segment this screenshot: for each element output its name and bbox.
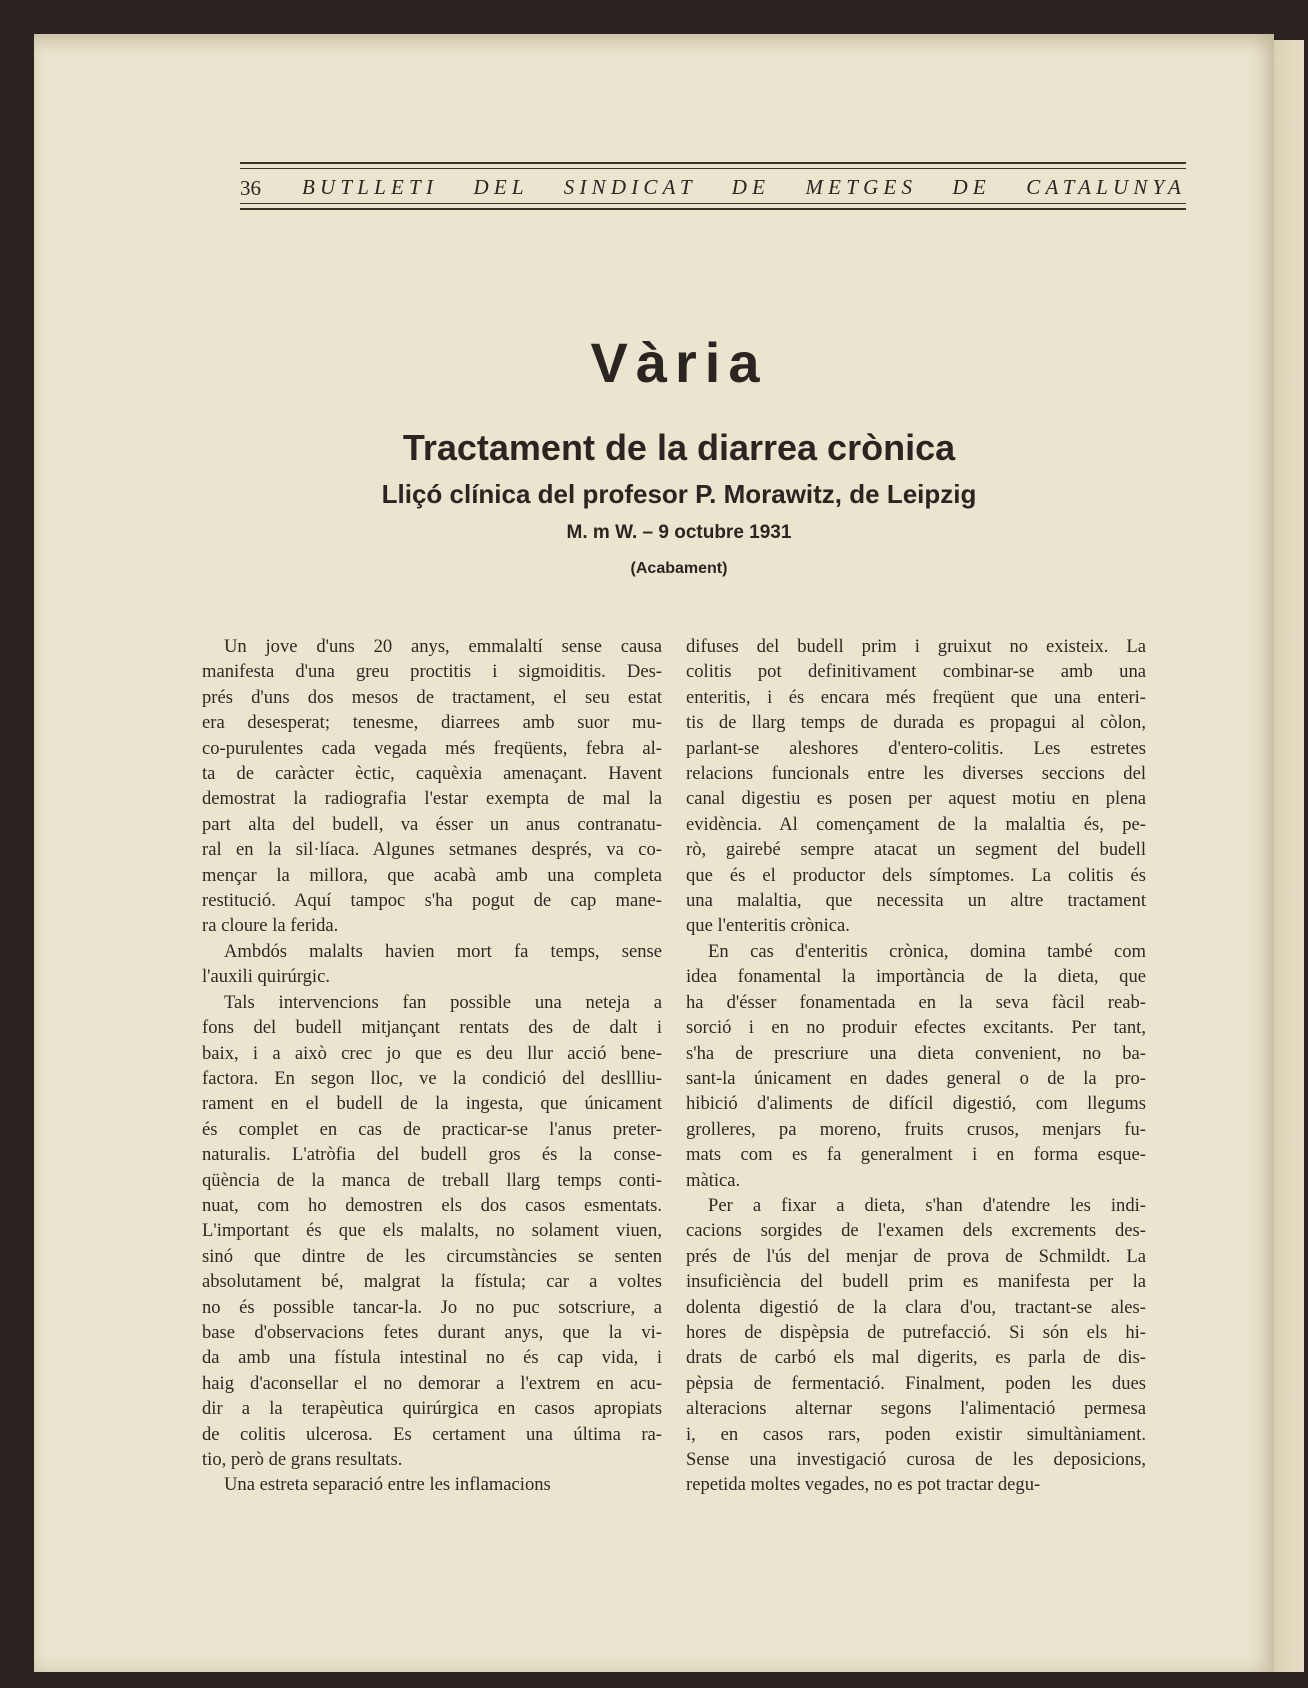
paragraph: [202, 1472, 662, 1497]
text-line: pèpsia de fermentació. Finalment, poden les dues: [686, 1372, 1146, 1394]
text-line: part alta del budell, va ésser un anus contranatu-: [202, 813, 662, 835]
text-line: da amb una fístula intestinal no és cap vida, i: [202, 1347, 662, 1369]
text-line: mats com es fa generalment i en forma esque-: [686, 1144, 1146, 1166]
paragraph: [202, 990, 662, 1473]
text-line: era desesperat; tenesme, diarrees amb suor mu-: [202, 712, 662, 734]
header-rule-bottom: [240, 208, 1186, 210]
text-line: factora. En segon lloc, ve la condició del desllliu-: [202, 1067, 662, 1089]
text-line: de colitis ulcerosa. Es certament una última ra-: [202, 1423, 662, 1445]
text-line: demostrat la radiografia l'estar exempta de mal la: [202, 788, 662, 810]
text-line: nuat, com ho demostren els dos casos esmentats.: [202, 1194, 662, 1216]
header-rule-top: [240, 162, 1186, 164]
text-line: una malaltia, que necessita un altre tractament: [686, 890, 1146, 912]
text-line: Un jove d'uns 20 anys, emmalaltí sense causa: [224, 636, 662, 657]
paragraph: [686, 939, 1146, 1193]
text-line: tis de llarg temps de durada es propagui al còlon,: [686, 712, 1146, 734]
text-line: insuficiència del budell prim es manifesta per la: [686, 1271, 1146, 1293]
text-line: drats de carbó els mal digerits, es parla de dis-: [686, 1347, 1146, 1369]
text-line: màtica.: [686, 1169, 741, 1191]
text-line: ra cloure la ferida.: [202, 915, 339, 937]
text-line: sinó que dintre de les circumstàncies se senten: [202, 1245, 662, 1267]
article-title: Tractament de la diarrea crònica: [402, 427, 956, 468]
text-line: enteritis, i és encara més freqüent que una enteri-: [686, 686, 1146, 708]
text-line: ral en la sil·líaca. Algunes setmanes després, va co-: [202, 839, 662, 861]
text-line: no és possible tancar-la. Jo no puc sotscriure, a: [202, 1296, 662, 1318]
text-line: idea fonamental la importància de la dieta, que: [686, 966, 1146, 988]
section-title: Vària: [590, 331, 768, 394]
text-line: que l'enteritis crònica.: [686, 915, 850, 937]
text-line: manifesta d'una greu proctitis i sigmoiditis. Des-: [202, 661, 662, 683]
text-line: colitis pot definitivament combinar-se amb una: [686, 661, 1146, 683]
text-line: co-purulentes cada vegada més freqüents, febra al-: [202, 737, 662, 759]
text-line: hores de dispèpsia de putrefacció. Si són els hi-: [686, 1321, 1146, 1343]
text-line: prés d'uns dos mesos de tractament, el seu estat: [202, 686, 662, 708]
text-line: dolenta digestió de la clara d'ou, tractant-se ales-: [686, 1296, 1146, 1318]
right-column: [686, 634, 1146, 1498]
text-line: evidència. Al començament de la malaltia és, pe-: [686, 813, 1146, 835]
text-line: base d'observacions fetes durant anys, que la vi-: [202, 1321, 662, 1343]
text-line: mençar la millora, que acabà amb una completa: [202, 864, 662, 886]
text-line: cacions sorgides de l'examen dels excrements des-: [686, 1220, 1146, 1242]
text-line: haig d'aconsellar el no demorar a l'extrem en acu-: [202, 1372, 662, 1394]
running-header: [240, 158, 1186, 216]
text-line: alteracions alternar segons l'alimentació permesa: [686, 1398, 1146, 1420]
text-line: rament en el budell de la ingesta, que únicament: [202, 1093, 662, 1115]
text-line: naturalis. L'atròfia del budell gros és la conse-: [202, 1144, 662, 1166]
paragraph: [686, 1193, 1146, 1498]
text-line: és complet en cas de practicar-se l'anus preter-: [202, 1118, 662, 1140]
text-line: difuses del budell prim i gruixut no existeix. La: [686, 636, 1146, 657]
text-line: repetida moltes vegades, no es pot tractar degu-: [686, 1474, 1041, 1496]
title-block: [206, 330, 1152, 578]
text-line: Una estreta separació entre les inflamacions: [224, 1474, 551, 1496]
text-line: rò, gairebé sempre atacat un segment del budell: [686, 839, 1146, 861]
text-line: Ambdós malalts havien mort fa temps, sense: [224, 940, 662, 962]
text-line: prés de l'ús del menjar de prova de Schmildt. La: [686, 1245, 1146, 1267]
paragraph: [202, 634, 662, 939]
text-line: Tals intervencions fan possible una neteja a: [224, 991, 662, 1013]
text-line: hibició d'aliments de difícil digestió, com llegums: [686, 1093, 1146, 1115]
paragraph: [686, 634, 1146, 939]
page-number: 36: [240, 176, 261, 200]
text-line: l'auxili quirúrgic.: [202, 966, 330, 988]
text-line: baix, i a això crec jo que es deu llur acció bene-: [202, 1042, 662, 1064]
text-line: sorció i en no produir efectes excitants. Per tant,: [686, 1017, 1146, 1039]
text-line: Per a fixar a dieta, s'han d'atendre les indi-: [708, 1194, 1146, 1216]
text-line: s'ha de prescriure una dieta convenient, no ba-: [686, 1042, 1146, 1064]
paragraph: [202, 939, 662, 990]
text-line: ha d'ésser fonamentada en la seva fàcil reab-: [686, 991, 1146, 1013]
next-page-edge: [1274, 40, 1304, 1672]
text-line: relacions funcionals entre les diverses seccions del: [686, 763, 1146, 785]
text-line: canal digestiu es posen per aquest motiu en plena: [686, 788, 1146, 810]
header-rule-top-thin: [240, 168, 1186, 169]
left-column: [202, 634, 662, 1498]
text-line: grolleres, pa moreno, fruits crusos, menjars fu-: [686, 1118, 1146, 1140]
text-line: tio, però de grans resultats.: [202, 1449, 403, 1470]
text-line: Sense una investigació curosa de les deposicions,: [686, 1449, 1146, 1470]
text-line: L'important és que els malalts, no solament viuen,: [202, 1220, 662, 1242]
text-line: fons del budell mitjançant rentats des de dalt i: [202, 1017, 662, 1039]
text-line: restitució. Aquí tampoc s'ha pogut de cap mane-: [202, 890, 662, 912]
text-line: sant-la únicament en dades general o de la pro-: [686, 1067, 1146, 1089]
text-line: i, en casos rars, poden existir simultàniament.: [686, 1423, 1146, 1445]
text-line: ta de caràcter èctic, caquèxia amenaçant. Havent: [202, 763, 662, 785]
running-title: BUTLLETI DEL SINDICAT DE METGES DE CATALUNYA: [302, 175, 1186, 199]
text-line: absolutament bé, malgrat la fístula; car a voltes: [202, 1271, 662, 1293]
text-line: parlant-se aleshores d'entero-colitis. Les estretes: [686, 737, 1146, 759]
text-line: que és el productor dels símptomes. La colitis és: [686, 864, 1146, 886]
text-line: En cas d'enteritis crònica, domina també com: [708, 940, 1146, 962]
article-note: (Acabament): [630, 560, 728, 577]
text-line: dir a la terapèutica quirúrgica en casos apropiats: [202, 1398, 662, 1420]
article-subtitle: Lliçó clínica del profesor P. Morawitz, de Leipzig: [381, 479, 977, 509]
header-rule-bottom-thin: [240, 203, 1186, 204]
text-line: qüència de la manca de treball llarg temps conti-: [202, 1169, 662, 1191]
article-source: M. m W. – 9 octubre 1931: [566, 522, 792, 543]
